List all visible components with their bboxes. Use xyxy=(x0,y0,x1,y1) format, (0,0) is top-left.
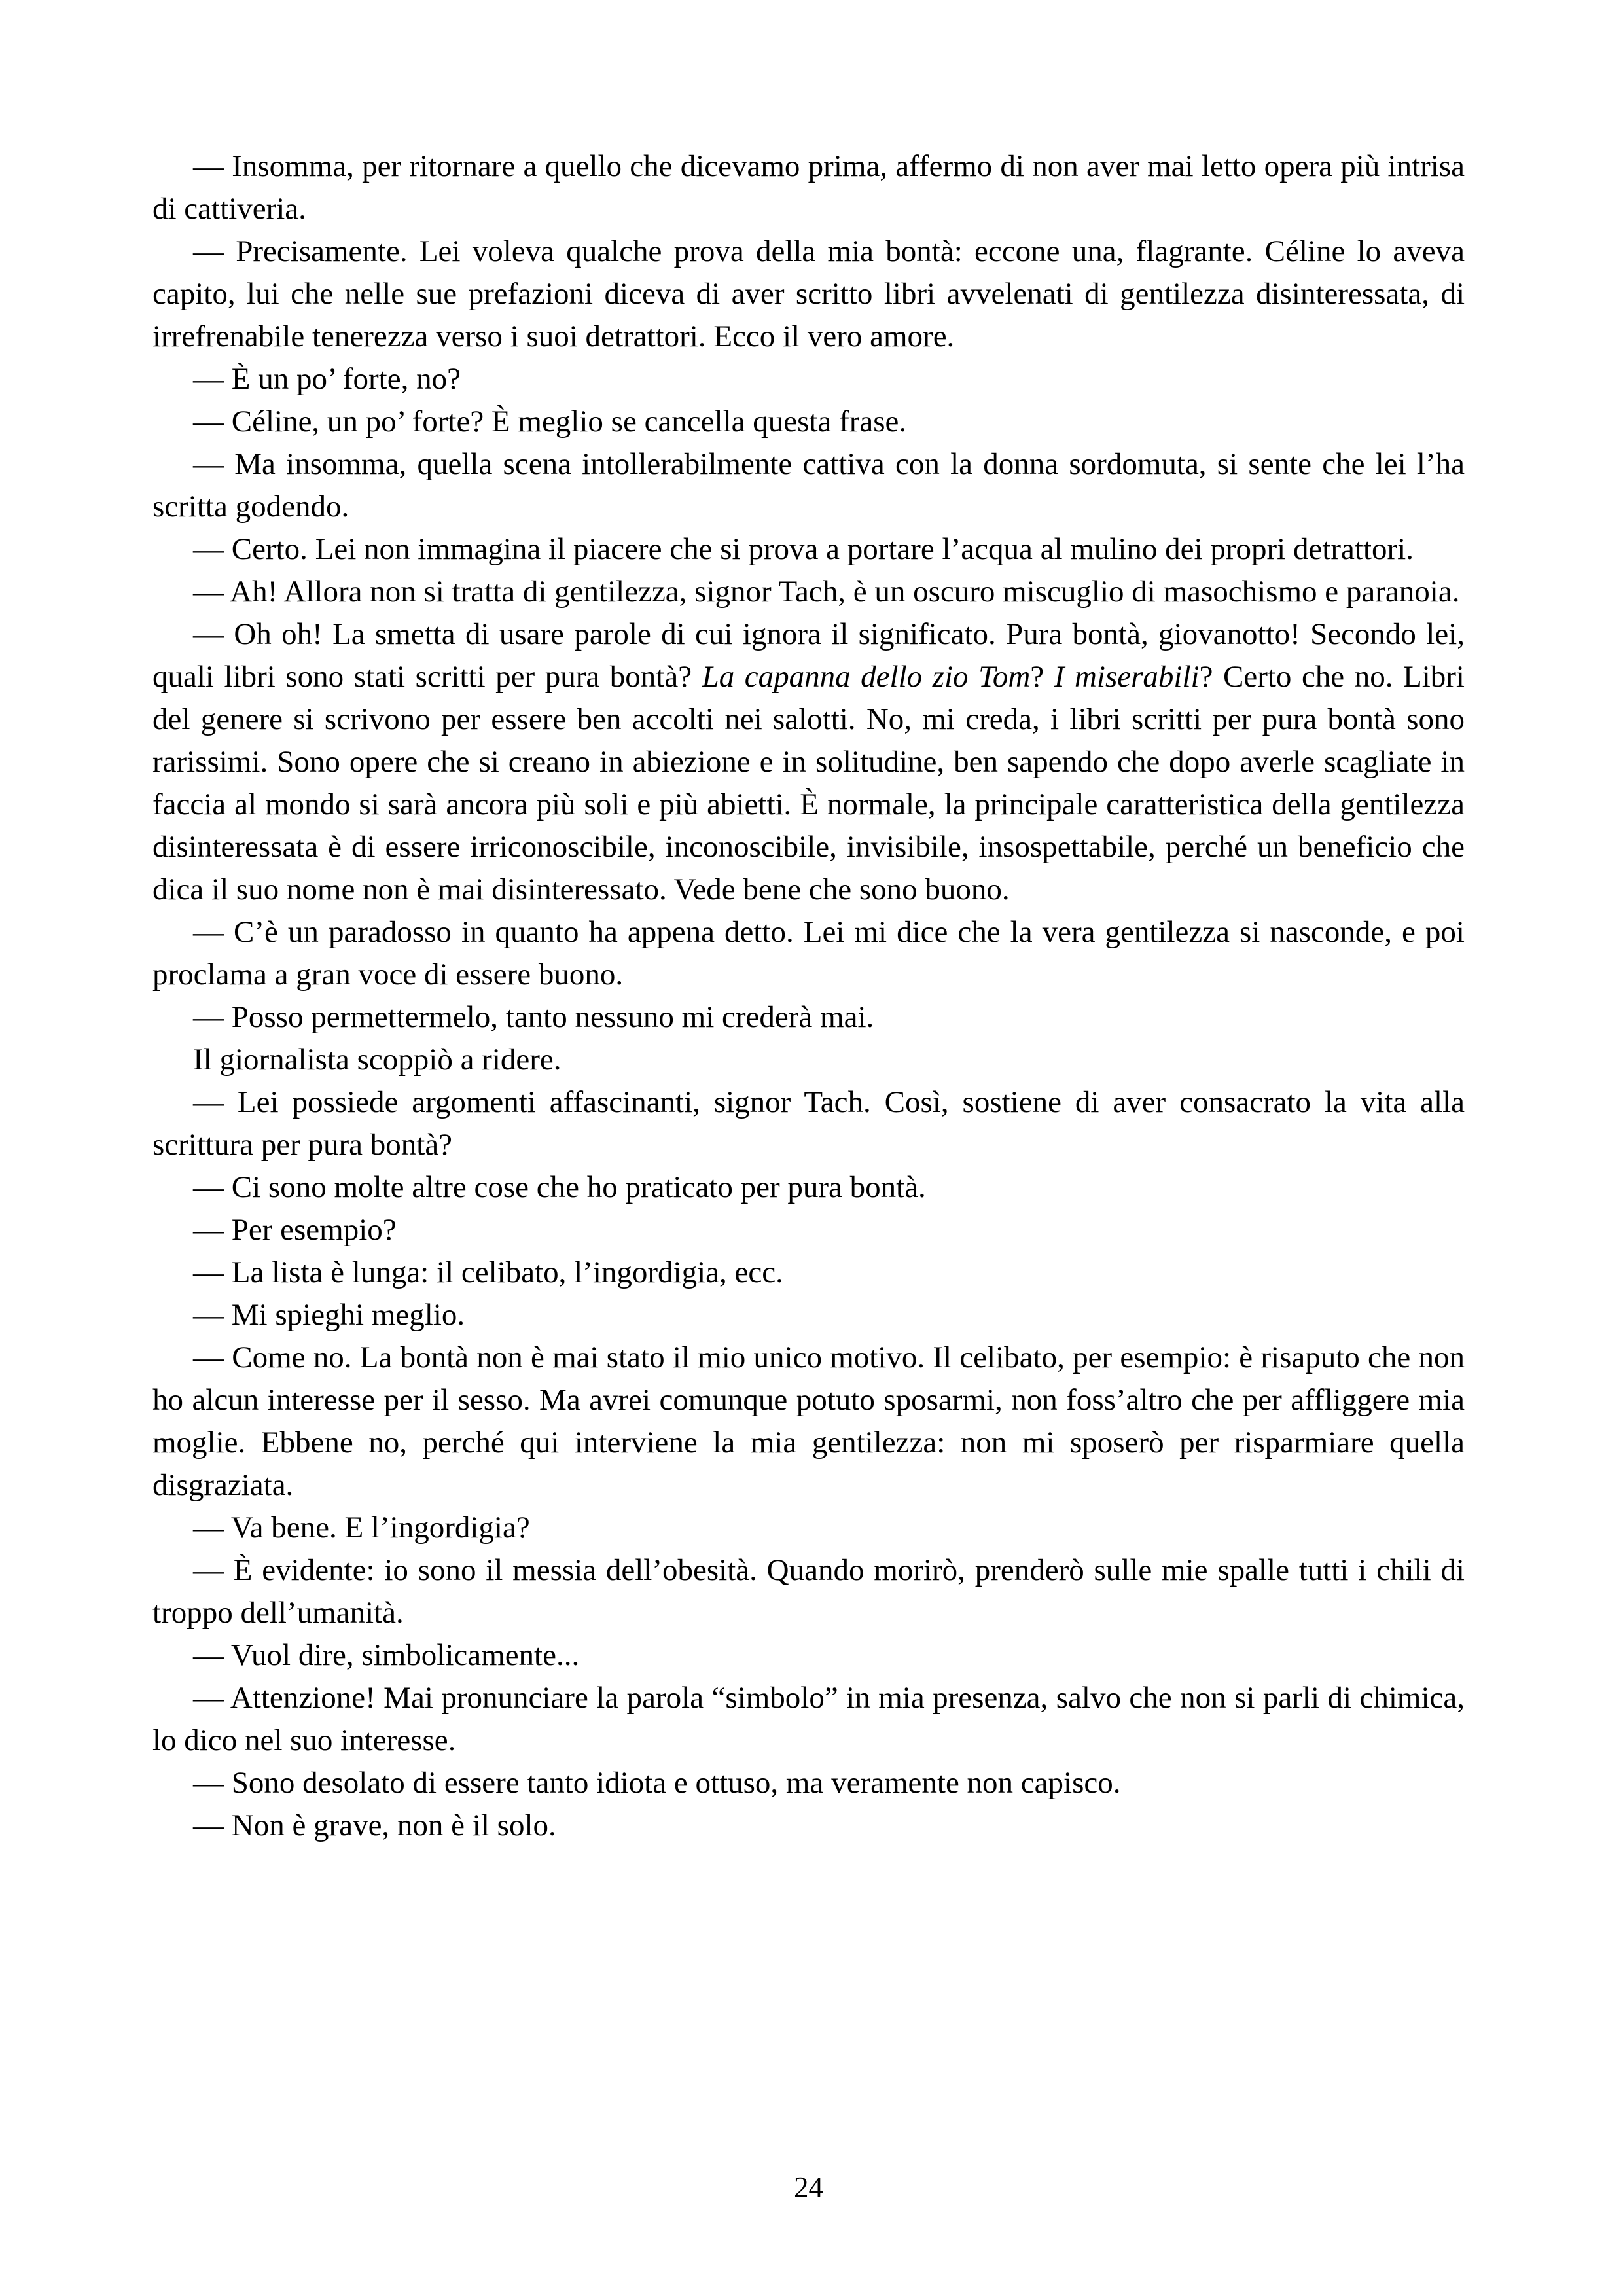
paragraph xyxy=(152,571,1465,613)
paragraph xyxy=(152,613,1465,911)
text-segment: ? xyxy=(1030,660,1054,694)
text-segment: — Sono desolato di essere tanto idiota e ottuso, ma veramente non capisco. xyxy=(193,1766,1121,1800)
text-segment: — C’è un paradosso in quanto ha appena detto. Lei mi dice che la vera gentilezza si nasconde, e poi proclama a gran voce di essere buono. xyxy=(152,915,1465,992)
text-segment: — Come no. La bontà non è mai stato il mio unico motivo. Il celibato, per esempio: è risaputo che non ho alcun interesse per il sesso. Ma avrei comunque potuto sposarmi, non foss’altro che per affliggere mia moglie. Ebbene no, perché qui interviene la mia gentilezza: non mi sposerò per risparmiare quella disgraziata. xyxy=(152,1340,1465,1502)
paragraph xyxy=(152,1634,1465,1677)
text-segment: — Certo. Lei non immagina il piacere che si prova a portare l’acqua al mulino dei propri detrattori. xyxy=(193,532,1414,566)
paragraph xyxy=(152,230,1465,358)
paragraph xyxy=(152,1166,1465,1209)
paragraph xyxy=(152,1677,1465,1762)
text-segment: — Vuol dire, simbolicamente... xyxy=(193,1638,580,1672)
paragraph xyxy=(152,1762,1465,1804)
text-segment: — Ma insomma, quella scena intollerabilmente cattiva con la donna sordomuta, si sente che lei l’ha scritta godendo. xyxy=(152,447,1465,524)
text-segment: — Per esempio? xyxy=(193,1213,397,1247)
paragraph xyxy=(152,1549,1465,1634)
text-segment: Il giornalista scoppiò a ridere. xyxy=(193,1043,562,1077)
text-segment: — Non è grave, non è il solo. xyxy=(193,1808,556,1842)
paragraph xyxy=(152,358,1465,401)
paragraph xyxy=(152,401,1465,443)
text-segment: — Ci sono molte altre cose che ho praticato per pura bontà. xyxy=(193,1170,926,1204)
paragraph xyxy=(152,145,1465,230)
text-segment: — Va bene. E l’ingordigia? xyxy=(193,1511,530,1545)
text-segment: ? Certo che no. Libri del genere si scrivono per essere ben accolti nei salotti. No, mi creda, i libri scritti per pura bontà sono rarissimi. Sono opere che si creano in abiezione e in solitudine, ben sapendo che dopo averle scagliate in faccia al mondo si sarà ancora più soli e più abietti. È normale, la principale caratteristica della gentilezza disinteressata è di essere irriconoscibile, inconoscibile, invisibile, insospettabile, perché un beneficio che dica il suo nome non è mai disinteressato. Vede bene che sono buono. xyxy=(152,660,1465,906)
paragraph xyxy=(152,1336,1465,1507)
text-segment: — È evidente: io sono il messia dell’obesità. Quando morirò, prenderò sulle mie spalle tutti i chili di troppo dell’umanità. xyxy=(152,1553,1465,1630)
paragraph xyxy=(152,1507,1465,1549)
paragraph xyxy=(152,1209,1465,1251)
book-title-italic: La capanna dello zio Tom xyxy=(702,660,1031,694)
paragraph xyxy=(152,1251,1465,1294)
text-block xyxy=(152,145,1465,1847)
paragraph xyxy=(152,996,1465,1039)
paragraph xyxy=(152,1039,1465,1081)
paragraph xyxy=(152,443,1465,528)
text-segment: — Oh oh! La smetta di usare parole di cui ignora il significato. Pura bontà, giovanotto! Secondo lei, quali libri sono stati scritti per pura bontà? xyxy=(152,617,1465,694)
book-title-italic: I miserabili xyxy=(1054,660,1200,694)
text-segment: — Lei possiede argomenti affascinanti, signor Tach. Così, sostiene di aver consacrato la vita alla scrittura per pura bontà? xyxy=(152,1085,1465,1162)
text-segment: — Ah! Allora non si tratta di gentilezza, signor Tach, è un oscuro miscuglio di masochismo e paranoia. xyxy=(193,575,1460,609)
text-segment: — Posso permettermelo, tanto nessuno mi crederà mai. xyxy=(193,1000,874,1034)
text-segment: — Céline, un po’ forte? È meglio se cancella questa frase. xyxy=(193,404,907,439)
text-segment: — Mi spieghi meglio. xyxy=(193,1298,465,1332)
text-segment: — Attenzione! Mai pronunciare la parola “simbolo” in mia presenza, salvo che non si parli di chimica, lo dico nel suo interesse. xyxy=(152,1681,1465,1757)
text-segment: — È un po’ forte, no? xyxy=(193,362,461,396)
text-segment: — Precisamente. Lei voleva qualche prova della mia bontà: eccone una, flagrante. Céline lo aveva capito, lui che nelle sue prefazioni diceva di aver scritto libri avvelenati di gentilezza disinteressata, di irrefrenabile tenerezza verso i suoi detrattori. Ecco il vero amore. xyxy=(152,234,1465,353)
text-segment: — La lista è lunga: il celibato, l’ingordigia, ecc. xyxy=(193,1255,783,1289)
paragraph xyxy=(152,1081,1465,1166)
text-segment: — Insomma, per ritornare a quello che dicevamo prima, affermo di non aver mai letto opera più intrisa di cattiveria. xyxy=(152,149,1465,226)
paragraph xyxy=(152,1294,1465,1336)
paragraph xyxy=(152,1804,1465,1847)
page-number: 24 xyxy=(794,2171,823,2204)
paragraph xyxy=(152,528,1465,571)
paragraph xyxy=(152,911,1465,996)
